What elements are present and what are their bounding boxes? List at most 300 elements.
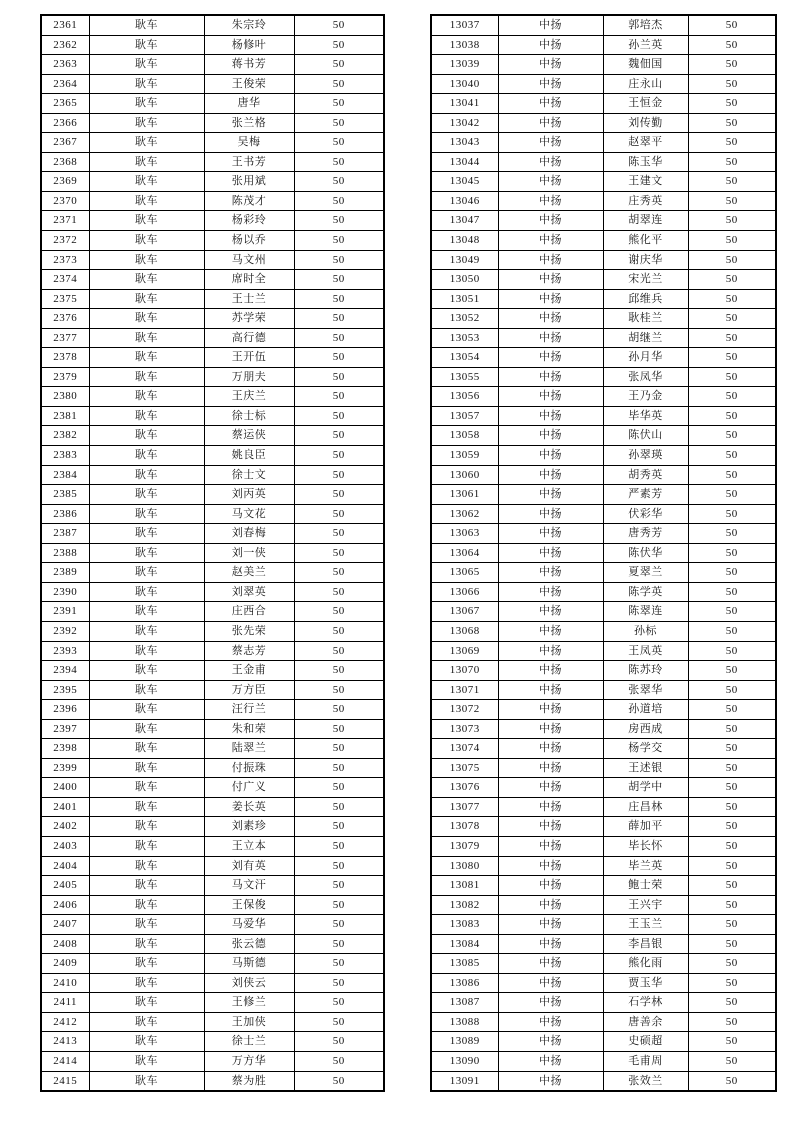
id-cell: 2372	[41, 231, 89, 251]
group-cell: 中扬	[498, 133, 603, 153]
score-cell: 50	[688, 367, 776, 387]
table-row	[41, 211, 384, 231]
person-name-cell: 刘丙英	[204, 485, 294, 505]
score-cell: 50	[294, 172, 384, 192]
id-cell: 2365	[41, 94, 89, 114]
person-name-cell: 蔡志芳	[204, 641, 294, 661]
table-row	[41, 915, 384, 935]
id-cell: 2386	[41, 504, 89, 524]
group-cell: 中扬	[498, 387, 603, 407]
score-cell: 50	[688, 35, 776, 55]
table-row	[41, 1071, 384, 1091]
id-cell: 2393	[41, 641, 89, 661]
id-cell: 2410	[41, 973, 89, 993]
person-name-cell: 王兴宇	[603, 895, 688, 915]
person-name-cell: 胡翠连	[603, 211, 688, 231]
score-cell: 50	[294, 524, 384, 544]
score-cell: 50	[688, 231, 776, 251]
score-cell: 50	[294, 74, 384, 94]
id-cell: 2379	[41, 367, 89, 387]
id-cell: 13059	[431, 446, 498, 466]
table-row	[41, 465, 384, 485]
id-cell: 2409	[41, 954, 89, 974]
score-cell: 50	[688, 895, 776, 915]
score-cell: 50	[688, 446, 776, 466]
score-cell: 50	[688, 309, 776, 329]
table-row	[431, 211, 776, 231]
table-row	[41, 191, 384, 211]
table-row	[431, 250, 776, 270]
table-row	[431, 1071, 776, 1091]
id-cell: 2361	[41, 15, 89, 35]
id-cell: 2390	[41, 582, 89, 602]
table-row	[431, 270, 776, 290]
score-cell: 50	[688, 700, 776, 720]
score-cell: 50	[294, 661, 384, 681]
person-name-cell: 王修兰	[204, 993, 294, 1013]
group-cell: 耿车	[89, 797, 204, 817]
person-name-cell: 陈学英	[603, 582, 688, 602]
person-name-cell: 唐秀芳	[603, 524, 688, 544]
score-cell: 50	[294, 719, 384, 739]
score-cell: 50	[688, 406, 776, 426]
score-cell: 50	[294, 191, 384, 211]
table-row	[41, 700, 384, 720]
score-cell: 50	[688, 94, 776, 114]
group-cell: 耿车	[89, 934, 204, 954]
person-name-cell: 马斯德	[204, 954, 294, 974]
table-row	[41, 856, 384, 876]
score-cell: 50	[294, 15, 384, 35]
id-cell: 2371	[41, 211, 89, 231]
table-row	[41, 94, 384, 114]
score-cell: 50	[688, 876, 776, 896]
group-cell: 耿车	[89, 641, 204, 661]
person-name-cell: 王凤英	[603, 641, 688, 661]
score-cell: 50	[688, 15, 776, 35]
person-name-cell: 伏彩华	[603, 504, 688, 524]
group-cell: 中扬	[498, 876, 603, 896]
table-row	[41, 680, 384, 700]
score-cell: 50	[688, 680, 776, 700]
table-row	[41, 817, 384, 837]
score-cell: 50	[294, 680, 384, 700]
id-cell: 13083	[431, 915, 498, 935]
group-cell: 中扬	[498, 485, 603, 505]
group-cell: 耿车	[89, 348, 204, 368]
person-name-cell: 薛加平	[603, 817, 688, 837]
group-cell: 耿车	[89, 426, 204, 446]
group-cell: 耿车	[89, 406, 204, 426]
group-cell: 耿车	[89, 94, 204, 114]
person-name-cell: 孙翠瑛	[603, 446, 688, 466]
person-name-cell: 马文花	[204, 504, 294, 524]
group-cell: 耿车	[89, 700, 204, 720]
score-cell: 50	[294, 973, 384, 993]
score-cell: 50	[688, 328, 776, 348]
id-cell: 13065	[431, 563, 498, 583]
person-name-cell: 万方华	[204, 1051, 294, 1071]
group-cell: 中扬	[498, 270, 603, 290]
score-cell: 50	[294, 895, 384, 915]
person-name-cell: 杨以乔	[204, 231, 294, 251]
id-cell: 13075	[431, 758, 498, 778]
person-name-cell: 蔡运侠	[204, 426, 294, 446]
score-cell: 50	[294, 856, 384, 876]
table-row	[431, 348, 776, 368]
id-cell: 2388	[41, 543, 89, 563]
person-name-cell: 胡秀英	[603, 465, 688, 485]
table-row	[431, 680, 776, 700]
group-cell: 中扬	[498, 641, 603, 661]
id-cell: 2398	[41, 739, 89, 759]
person-name-cell: 熊化平	[603, 231, 688, 251]
person-name-cell: 杨学交	[603, 739, 688, 759]
score-cell: 50	[688, 250, 776, 270]
id-cell: 13047	[431, 211, 498, 231]
id-cell: 2364	[41, 74, 89, 94]
id-cell: 2411	[41, 993, 89, 1013]
score-cell: 50	[294, 1012, 384, 1032]
id-cell: 2377	[41, 328, 89, 348]
person-name-cell: 马爱华	[204, 915, 294, 935]
id-cell: 13068	[431, 621, 498, 641]
person-name-cell: 夏翠兰	[603, 563, 688, 583]
group-cell: 中扬	[498, 524, 603, 544]
id-cell: 13060	[431, 465, 498, 485]
table-row	[431, 641, 776, 661]
group-cell: 中扬	[498, 426, 603, 446]
table-row	[41, 524, 384, 544]
person-name-cell: 姚良臣	[204, 446, 294, 466]
table-row	[431, 817, 776, 837]
score-cell: 50	[294, 817, 384, 837]
score-cell: 50	[688, 113, 776, 133]
score-cell: 50	[294, 1051, 384, 1071]
id-cell: 13055	[431, 367, 498, 387]
table-row	[41, 367, 384, 387]
table-row	[41, 836, 384, 856]
id-cell: 2374	[41, 270, 89, 290]
group-cell: 耿车	[89, 661, 204, 681]
group-cell: 中扬	[498, 211, 603, 231]
table-row	[41, 739, 384, 759]
group-cell: 耿车	[89, 191, 204, 211]
table-row	[431, 35, 776, 55]
id-cell: 13090	[431, 1051, 498, 1071]
group-cell: 耿车	[89, 328, 204, 348]
table-row	[41, 661, 384, 681]
group-cell: 耿车	[89, 582, 204, 602]
group-cell: 耿车	[89, 270, 204, 290]
table-row	[431, 74, 776, 94]
person-name-cell: 王建文	[603, 172, 688, 192]
person-name-cell: 刘有英	[204, 856, 294, 876]
score-cell: 50	[294, 797, 384, 817]
id-cell: 13037	[431, 15, 498, 35]
person-name-cell: 刘翠英	[204, 582, 294, 602]
table-row	[431, 524, 776, 544]
id-cell: 2362	[41, 35, 89, 55]
score-cell: 50	[688, 504, 776, 524]
table-row	[431, 739, 776, 759]
group-cell: 耿车	[89, 817, 204, 837]
group-cell: 中扬	[498, 15, 603, 35]
id-cell: 2414	[41, 1051, 89, 1071]
score-cell: 50	[294, 876, 384, 896]
table-row	[41, 973, 384, 993]
id-cell: 13050	[431, 270, 498, 290]
group-cell: 中扬	[498, 1051, 603, 1071]
person-name-cell: 蒋书芳	[204, 55, 294, 75]
group-cell: 耿车	[89, 973, 204, 993]
id-cell: 2369	[41, 172, 89, 192]
id-cell: 2415	[41, 1071, 89, 1091]
table-row	[41, 348, 384, 368]
table-row	[41, 485, 384, 505]
score-cell: 50	[688, 485, 776, 505]
score-cell: 50	[294, 152, 384, 172]
id-cell: 2396	[41, 700, 89, 720]
score-cell: 50	[294, 563, 384, 583]
id-cell: 13046	[431, 191, 498, 211]
score-cell: 50	[294, 309, 384, 329]
id-cell: 13057	[431, 406, 498, 426]
group-cell: 中扬	[498, 172, 603, 192]
table-row	[431, 895, 776, 915]
id-cell: 2380	[41, 387, 89, 407]
group-cell: 耿车	[89, 602, 204, 622]
score-cell: 50	[688, 387, 776, 407]
group-cell: 耿车	[89, 954, 204, 974]
score-cell: 50	[294, 1032, 384, 1052]
group-cell: 耿车	[89, 172, 204, 192]
id-cell: 13038	[431, 35, 498, 55]
person-name-cell: 贾玉华	[603, 973, 688, 993]
person-name-cell: 王加侠	[204, 1012, 294, 1032]
score-cell: 50	[688, 172, 776, 192]
person-name-cell: 王金甫	[204, 661, 294, 681]
table-row	[431, 758, 776, 778]
person-name-cell: 万方臣	[204, 680, 294, 700]
id-cell: 2412	[41, 1012, 89, 1032]
id-cell: 13051	[431, 289, 498, 309]
score-cell: 50	[688, 602, 776, 622]
table-row	[431, 191, 776, 211]
group-cell: 中扬	[498, 504, 603, 524]
group-cell: 耿车	[89, 1032, 204, 1052]
person-name-cell: 张用斌	[204, 172, 294, 192]
person-name-cell: 唐华	[204, 94, 294, 114]
score-cell: 50	[688, 817, 776, 837]
person-name-cell: 朱宗玲	[204, 15, 294, 35]
group-cell: 耿车	[89, 895, 204, 915]
score-cell: 50	[688, 270, 776, 290]
group-cell: 耿车	[89, 74, 204, 94]
person-name-cell: 张兰格	[204, 113, 294, 133]
id-cell: 13066	[431, 582, 498, 602]
score-cell: 50	[294, 641, 384, 661]
id-cell: 13072	[431, 700, 498, 720]
id-cell: 2402	[41, 817, 89, 837]
group-cell: 耿车	[89, 758, 204, 778]
score-cell: 50	[688, 74, 776, 94]
person-name-cell: 陈伏华	[603, 543, 688, 563]
person-name-cell: 张凤华	[603, 367, 688, 387]
group-cell: 中扬	[498, 797, 603, 817]
id-cell: 13043	[431, 133, 498, 153]
table-row	[431, 973, 776, 993]
person-name-cell: 邱维兵	[603, 289, 688, 309]
left-roster-table	[40, 14, 385, 1092]
table-row	[41, 446, 384, 466]
score-cell: 50	[688, 973, 776, 993]
person-name-cell: 刘一侠	[204, 543, 294, 563]
table-row	[431, 446, 776, 466]
person-name-cell: 马文汗	[204, 876, 294, 896]
person-name-cell: 毕兰英	[603, 856, 688, 876]
person-name-cell: 王立本	[204, 836, 294, 856]
score-cell: 50	[688, 641, 776, 661]
score-cell: 50	[294, 387, 384, 407]
score-cell: 50	[294, 915, 384, 935]
person-name-cell: 李昌银	[603, 934, 688, 954]
group-cell: 耿车	[89, 152, 204, 172]
person-name-cell: 王乃金	[603, 387, 688, 407]
group-cell: 耿车	[89, 836, 204, 856]
table-row	[41, 621, 384, 641]
table-row	[431, 582, 776, 602]
table-row	[41, 954, 384, 974]
id-cell: 13044	[431, 152, 498, 172]
person-name-cell: 孙月华	[603, 348, 688, 368]
table-row	[41, 993, 384, 1013]
person-name-cell: 杨彩玲	[204, 211, 294, 231]
group-cell: 中扬	[498, 250, 603, 270]
score-cell: 50	[688, 719, 776, 739]
id-cell: 2405	[41, 876, 89, 896]
group-cell: 中扬	[498, 55, 603, 75]
table-row	[431, 797, 776, 817]
person-name-cell: 胡继兰	[603, 328, 688, 348]
table-row	[41, 778, 384, 798]
group-cell: 中扬	[498, 367, 603, 387]
id-cell: 13089	[431, 1032, 498, 1052]
score-cell: 50	[688, 1071, 776, 1091]
score-cell: 50	[688, 133, 776, 153]
table-row	[431, 915, 776, 935]
group-cell: 耿车	[89, 367, 204, 387]
table-row	[431, 55, 776, 75]
person-name-cell: 付广义	[204, 778, 294, 798]
person-name-cell: 张先荣	[204, 621, 294, 641]
score-cell: 50	[688, 289, 776, 309]
person-name-cell: 史硕超	[603, 1032, 688, 1052]
table-row	[431, 621, 776, 641]
id-cell: 2397	[41, 719, 89, 739]
id-cell: 13063	[431, 524, 498, 544]
person-name-cell: 孙兰英	[603, 35, 688, 55]
id-cell: 2373	[41, 250, 89, 270]
group-cell: 耿车	[89, 621, 204, 641]
person-name-cell: 朱和荣	[204, 719, 294, 739]
id-cell: 13053	[431, 328, 498, 348]
score-cell: 50	[294, 621, 384, 641]
score-cell: 50	[688, 934, 776, 954]
group-cell: 中扬	[498, 700, 603, 720]
person-name-cell: 张效兰	[603, 1071, 688, 1091]
group-cell: 耿车	[89, 231, 204, 251]
person-name-cell: 陈玉华	[603, 152, 688, 172]
group-cell: 耿车	[89, 465, 204, 485]
score-cell: 50	[294, 133, 384, 153]
person-name-cell: 庄永山	[603, 74, 688, 94]
score-cell: 50	[294, 211, 384, 231]
score-cell: 50	[294, 250, 384, 270]
score-cell: 50	[294, 426, 384, 446]
id-cell: 13073	[431, 719, 498, 739]
score-cell: 50	[688, 856, 776, 876]
group-cell: 中扬	[498, 954, 603, 974]
person-name-cell: 毕长怀	[603, 836, 688, 856]
id-cell: 2406	[41, 895, 89, 915]
id-cell: 13049	[431, 250, 498, 270]
score-cell: 50	[294, 602, 384, 622]
person-name-cell: 徐士标	[204, 406, 294, 426]
group-cell: 中扬	[498, 621, 603, 641]
id-cell: 2375	[41, 289, 89, 309]
id-cell: 2384	[41, 465, 89, 485]
id-cell: 13058	[431, 426, 498, 446]
person-name-cell: 王恒金	[603, 94, 688, 114]
group-cell: 中扬	[498, 35, 603, 55]
table-row	[431, 289, 776, 309]
id-cell: 13074	[431, 739, 498, 759]
group-cell: 耿车	[89, 1012, 204, 1032]
group-cell: 耿车	[89, 1071, 204, 1091]
person-name-cell: 刘传勤	[603, 113, 688, 133]
id-cell: 13054	[431, 348, 498, 368]
group-cell: 中扬	[498, 446, 603, 466]
group-cell: 耿车	[89, 1051, 204, 1071]
id-cell: 2381	[41, 406, 89, 426]
group-cell: 中扬	[498, 309, 603, 329]
id-cell: 13086	[431, 973, 498, 993]
table-row	[41, 152, 384, 172]
person-name-cell: 刘春梅	[204, 524, 294, 544]
score-cell: 50	[294, 270, 384, 290]
id-cell: 13067	[431, 602, 498, 622]
table-row	[41, 231, 384, 251]
group-cell: 耿车	[89, 739, 204, 759]
group-cell: 中扬	[498, 915, 603, 935]
person-name-cell: 徐士兰	[204, 1032, 294, 1052]
group-cell: 耿车	[89, 55, 204, 75]
table-row	[41, 719, 384, 739]
id-cell: 13061	[431, 485, 498, 505]
group-cell: 中扬	[498, 113, 603, 133]
person-name-cell: 王玉兰	[603, 915, 688, 935]
group-cell: 耿车	[89, 915, 204, 935]
id-cell: 2366	[41, 113, 89, 133]
person-name-cell: 庄秀英	[603, 191, 688, 211]
id-cell: 13080	[431, 856, 498, 876]
id-cell: 13091	[431, 1071, 498, 1091]
table-row	[41, 1051, 384, 1071]
score-cell: 50	[688, 661, 776, 681]
group-cell: 中扬	[498, 1071, 603, 1091]
score-cell: 50	[294, 289, 384, 309]
